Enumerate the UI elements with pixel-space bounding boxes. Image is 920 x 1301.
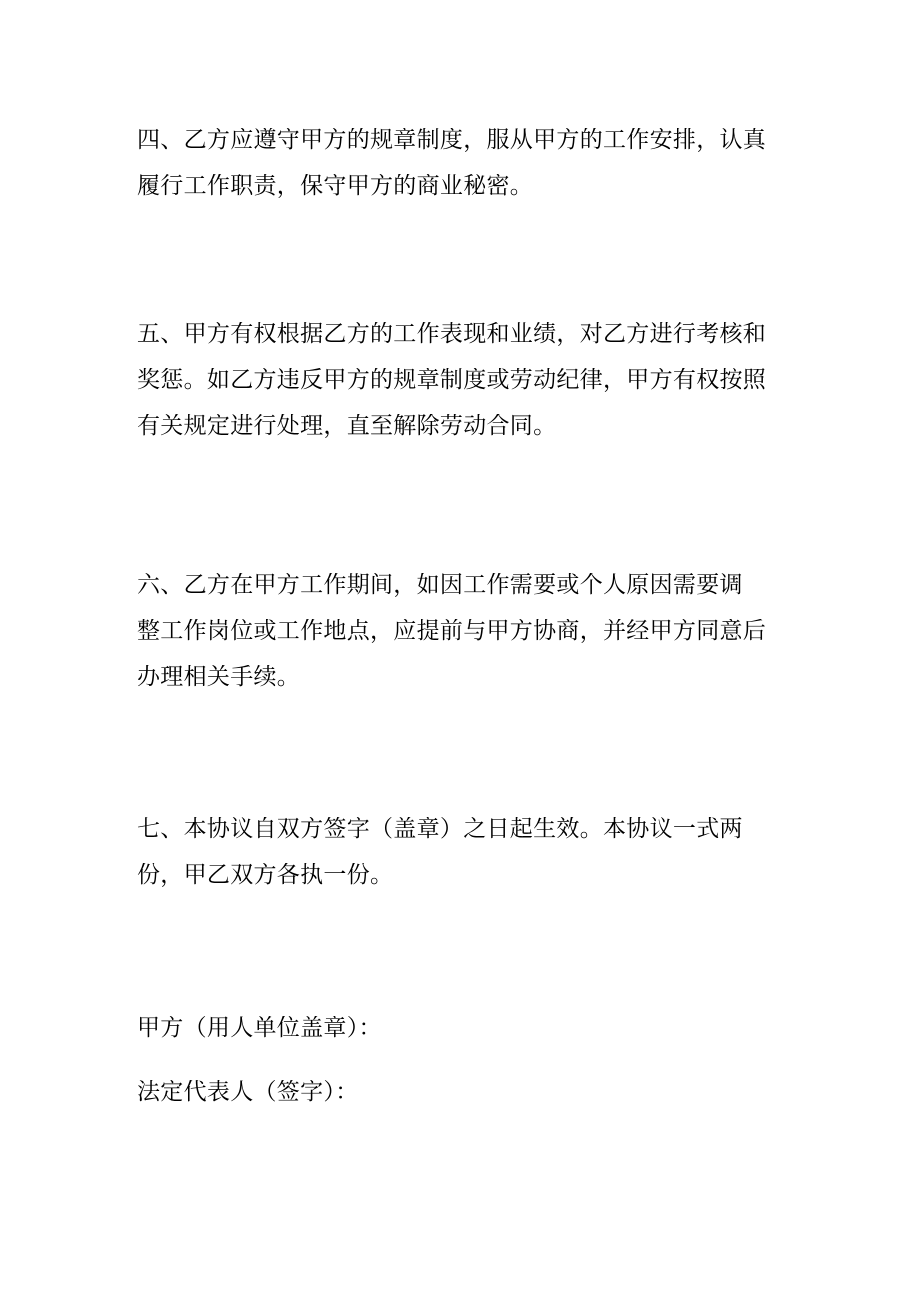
clause-line: 办理相关手续。 — [137, 665, 301, 689]
signature-label-legal-rep: 法定代表人（签字）： — [137, 1080, 359, 1104]
signature-party-a — [137, 1016, 769, 1040]
clause-line: 有关规定进行处理，直至解除劳动合同。 — [137, 414, 557, 438]
clause-line: 五、甲方有权根据乙方的工作表现和业绩，对乙方进行考核和 — [137, 322, 767, 346]
signature-legal-representative — [137, 1080, 769, 1104]
clause-line: 履行工作职责，保守甲方的商业秘密。 — [137, 174, 534, 198]
clause-five — [137, 322, 769, 438]
clause-line: 四、乙方应遵守甲方的规章制度，服从甲方的工作安排，认真 — [137, 128, 767, 152]
signature-label-party-a: 甲方（用人单位盖章）： — [137, 1016, 382, 1040]
clause-line: 整工作岗位或工作地点，应提前与甲方协商，并经甲方同意后 — [137, 619, 767, 643]
clause-line: 奖惩。如乙方违反甲方的规章制度或劳动纪律，甲方有权按照 — [137, 368, 767, 392]
clause-line: 份，甲乙双方各执一份。 — [137, 863, 394, 887]
clause-four — [137, 128, 769, 198]
clause-six — [137, 573, 769, 689]
clause-line: 七、本协议自双方签字（盖章）之日起生效。本协议一式两 — [137, 817, 743, 841]
clause-line: 六、乙方在甲方工作期间，如因工作需要或个人原因需要调 — [137, 573, 743, 597]
clause-seven — [137, 817, 769, 887]
